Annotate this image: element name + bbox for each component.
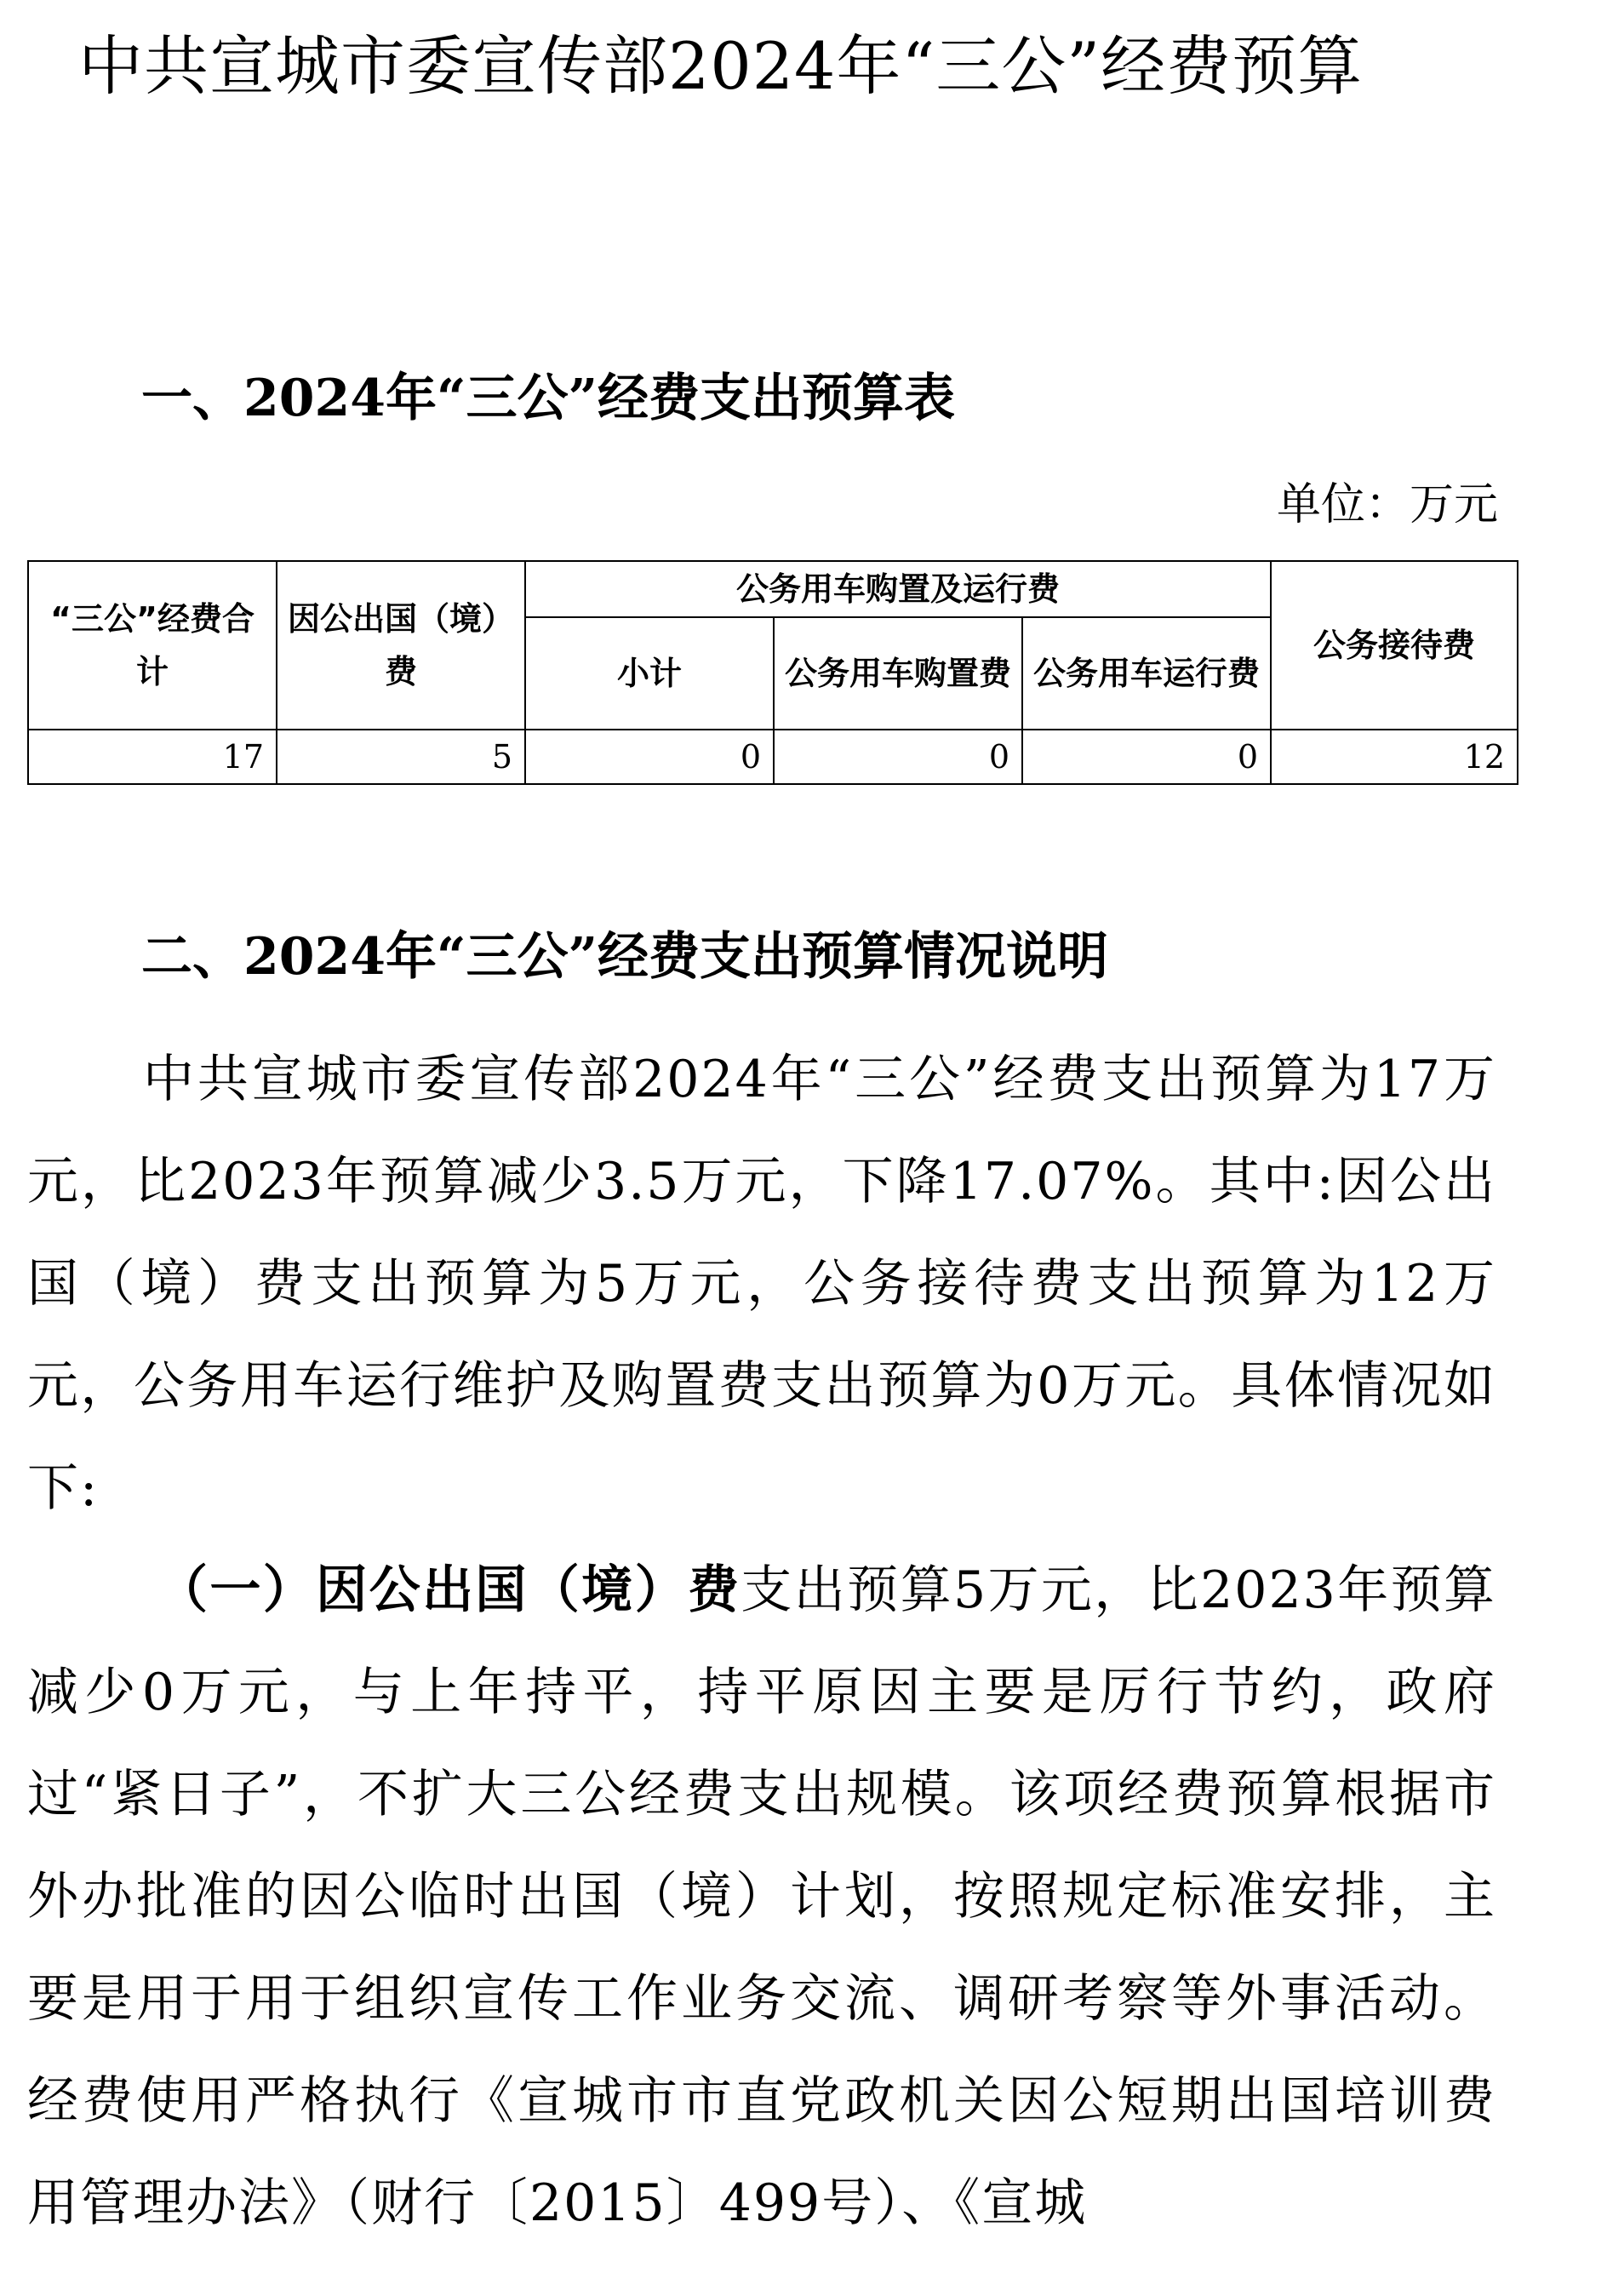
table-header-row <box>28 561 1518 617</box>
value-vehicle-purchase: 0 <box>774 730 1022 784</box>
value-vehicle-subtotal: 0 <box>525 730 774 784</box>
value-reception: 12 <box>1271 730 1518 784</box>
header-total: “三公”经费合计 <box>28 561 277 730</box>
value-overseas: 5 <box>277 730 525 784</box>
header-vehicle-operation: 公务用车运行费 <box>1022 617 1271 730</box>
header-reception: 公务接待费 <box>1271 561 1518 730</box>
header-vehicle-group: 公务用车购置及运行费 <box>525 561 1271 617</box>
section-heading-budget-table: 一、2024年“三公”经费支出预算表 <box>141 369 956 428</box>
value-vehicle-operation: 0 <box>1022 730 1271 784</box>
page-title: 中共宣城市委宣传部2024年“三公”经费预算 <box>78 28 1364 104</box>
paragraph-summary: 中共宣城市委宣传部2024年“三公”经费支出预算为17万元，比2023年预算减少3.5万元，下降17.07%。其中:因公出国（境）费支出预算为5万元，公务接待费支出预算为12万元，公务用车运行维护及购置费支出预算为0万元。具体情况如下: <box>27 1050 1496 1518</box>
budget-table <box>27 560 1518 785</box>
item-text-overseas: 支出预算5万元，比2023年预算减少0万元，与上年持平，持平原因主要是厉行节约，政府过“紧日子”，不扩大三公经费支出规模。该项经费预算根据市外办批准的因公临时出国（境）计划，按照规定标准安排，主要是用于用于组织宣传工作业务交流、调研考察等外事活动。经费使用严格执行《宣城市市直党政机关因公短期出国培训费用管理办法》（财行〔2015〕499号）、《宣城 <box>27 1560 1497 2233</box>
value-total: 17 <box>28 730 277 784</box>
section-heading-explanation: 二、2024年“三公”经费支出预算情况说明 <box>141 927 1109 987</box>
body-text <box>27 1028 1496 2254</box>
header-vehicle-purchase: 公务用车购置费 <box>774 617 1022 730</box>
table-row <box>28 730 1518 784</box>
unit-label: 单位：万元 <box>1276 479 1498 530</box>
header-overseas: 因公出国（境）费 <box>277 561 525 730</box>
header-vehicle-subtotal: 小计 <box>525 617 774 730</box>
paragraph-overseas <box>27 1539 1496 2254</box>
item-label-overseas: （一）因公出国（境）费 <box>157 1560 741 1620</box>
